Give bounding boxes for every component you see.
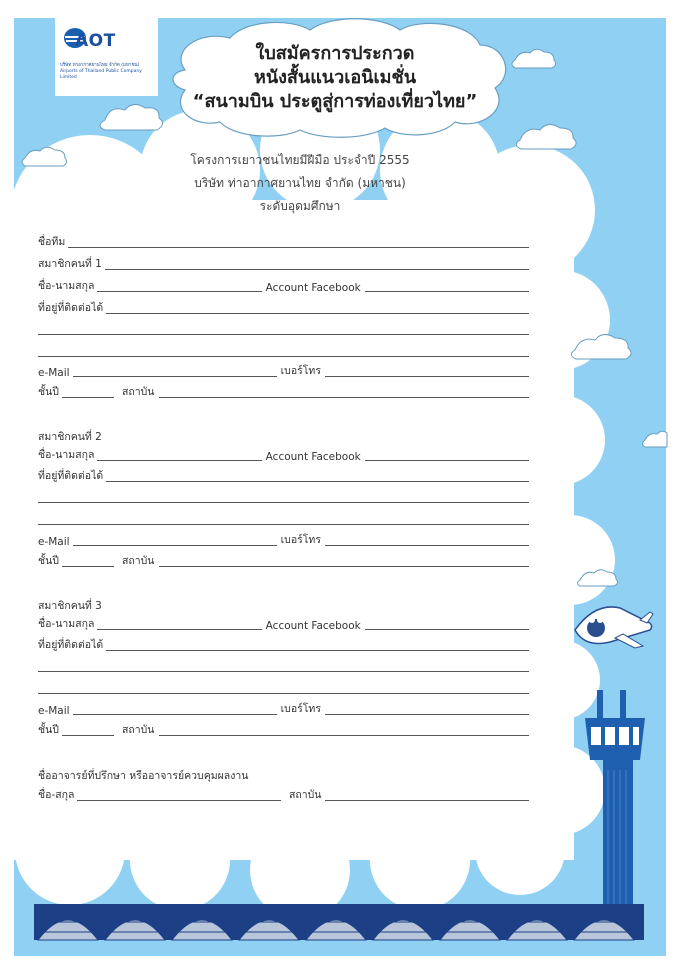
email-label: e-Mail	[38, 536, 70, 548]
year-label: ชั้นปี	[38, 386, 59, 398]
member-3-institute-line[interactable]	[159, 735, 530, 736]
advisor-institute-line[interactable]	[325, 800, 529, 801]
terminal-roof-artwork	[34, 904, 644, 940]
member-1-address-line-2[interactable]	[38, 334, 529, 335]
email-label: e-Mail	[38, 705, 70, 717]
member-3-facebook-line[interactable]	[365, 629, 529, 630]
member-1-phone-line[interactable]	[325, 376, 529, 377]
institute-label: สถาบัน	[121, 386, 155, 398]
institute-label: สถาบัน	[121, 724, 155, 736]
member-1-email-row[interactable]	[38, 365, 529, 379]
member-3-name-line[interactable]	[97, 629, 261, 630]
member-3-heading: สมาชิกคนที่ 3	[38, 600, 102, 612]
member-3-email-row[interactable]	[38, 703, 529, 717]
member-3-year-row[interactable]	[38, 724, 529, 738]
member-2-name-line[interactable]	[97, 460, 261, 461]
facebook-label: Account Facebook	[265, 451, 361, 463]
member-2-email-line[interactable]	[73, 545, 277, 546]
email-label: e-Mail	[38, 367, 70, 379]
member-2-year-row[interactable]	[38, 555, 529, 569]
member-3-address-line-3[interactable]	[38, 693, 529, 694]
year-label: ชั้นปี	[38, 555, 59, 567]
logo-box	[55, 14, 158, 96]
advisor-heading: ชื่ออาจารย์ที่ปรึกษา หรืออาจารย์ควบคุมผลงาน	[38, 770, 249, 782]
member-3-email-line[interactable]	[73, 714, 277, 715]
advisor-institute-label: สถาบัน	[288, 789, 322, 801]
member-1-address-row[interactable]	[38, 302, 529, 316]
phone-label: เบอร์โทร	[280, 703, 321, 715]
member-1-address-line[interactable]	[106, 313, 529, 314]
address-label: ที่อยู่ที่ติดต่อได้	[38, 639, 104, 651]
header-line-1: โครงการเยาวชนไทยมีฝีมือ ประจำปี 2555	[190, 153, 410, 167]
team-name-label: ชื่อทีม	[38, 236, 66, 248]
member-1-year-line[interactable]	[62, 397, 114, 398]
address-label: ที่อยู่ที่ติดต่อได้	[38, 302, 104, 314]
member-2-facebook-line[interactable]	[365, 460, 529, 461]
header-line-2: บริษัท ท่าอากาศยานไทย จำกัด (มหาชน)	[194, 176, 406, 190]
year-label: ชั้นปี	[38, 724, 59, 736]
member-1-heading: สมาชิกคนที่ 1	[38, 258, 102, 270]
advisor-row[interactable]	[38, 789, 529, 803]
institute-label: สถาบัน	[121, 555, 155, 567]
name-label: ชื่อ-นามสกุล	[38, 280, 95, 292]
member-3-name-row[interactable]	[38, 618, 529, 632]
member-2-address-line-3[interactable]	[38, 524, 529, 525]
name-label: ชื่อ-นามสกุล	[38, 449, 95, 461]
member-1-name-line[interactable]	[97, 291, 261, 292]
title-line-3: “สนามบิน ประตูสู่การท่องเที่ยวไทย”	[192, 91, 478, 112]
member-3-address-row[interactable]	[38, 639, 529, 653]
member-2-email-row[interactable]	[38, 534, 529, 548]
member-3-address-line-2[interactable]	[38, 671, 529, 672]
phone-label: เบอร์โทร	[280, 365, 321, 377]
member-1-year-row[interactable]	[38, 386, 529, 400]
member-2-address-line[interactable]	[106, 481, 529, 482]
member-1-address-line-3[interactable]	[38, 356, 529, 357]
facebook-label: Account Facebook	[265, 282, 361, 294]
member-1-email-line[interactable]	[73, 376, 277, 377]
logo-subtitle: บริษัท ท่าอากาศยานไทย จำกัด (มหาชน) Airports of Thailand Public Company Limited	[60, 63, 142, 80]
header-line-3: ระดับอุดมศึกษา	[259, 199, 341, 213]
member-2-heading: สมาชิกคนที่ 2	[38, 431, 102, 443]
member-1-heading-row	[38, 258, 529, 272]
member-3-year-line[interactable]	[62, 735, 114, 736]
member-3-phone-line[interactable]	[325, 714, 529, 715]
title-line-2: หนังสั้นแนวเอนิเมชั่น	[253, 67, 417, 88]
member-2-name-row[interactable]	[38, 449, 529, 463]
team-name-field[interactable]	[38, 236, 529, 250]
member-2-address-line-2[interactable]	[38, 502, 529, 503]
logo-brand: AOT	[75, 31, 116, 51]
title-line-1: ใบสมัครการประกวด	[255, 43, 415, 64]
facebook-label: Account Facebook	[265, 620, 361, 632]
member-2-institute-line[interactable]	[159, 566, 530, 567]
advisor-name-label: ชื่อ-สกุล	[38, 789, 75, 801]
member-3-address-line[interactable]	[106, 650, 529, 651]
member-1-heading-line[interactable]	[105, 269, 529, 270]
address-label: ที่อยู่ที่ติดต่อได้	[38, 470, 104, 482]
phone-label: เบอร์โทร	[280, 534, 321, 546]
member-2-address-row[interactable]	[38, 470, 529, 484]
team-name-line[interactable]	[68, 247, 529, 248]
member-1-name-row[interactable]	[38, 280, 529, 294]
member-2-phone-line[interactable]	[325, 545, 529, 546]
member-1-institute-line[interactable]	[159, 397, 530, 398]
advisor-name-line[interactable]	[77, 800, 281, 801]
name-label: ชื่อ-นามสกุล	[38, 618, 95, 630]
member-1-facebook-line[interactable]	[365, 291, 529, 292]
member-2-year-line[interactable]	[62, 566, 114, 567]
